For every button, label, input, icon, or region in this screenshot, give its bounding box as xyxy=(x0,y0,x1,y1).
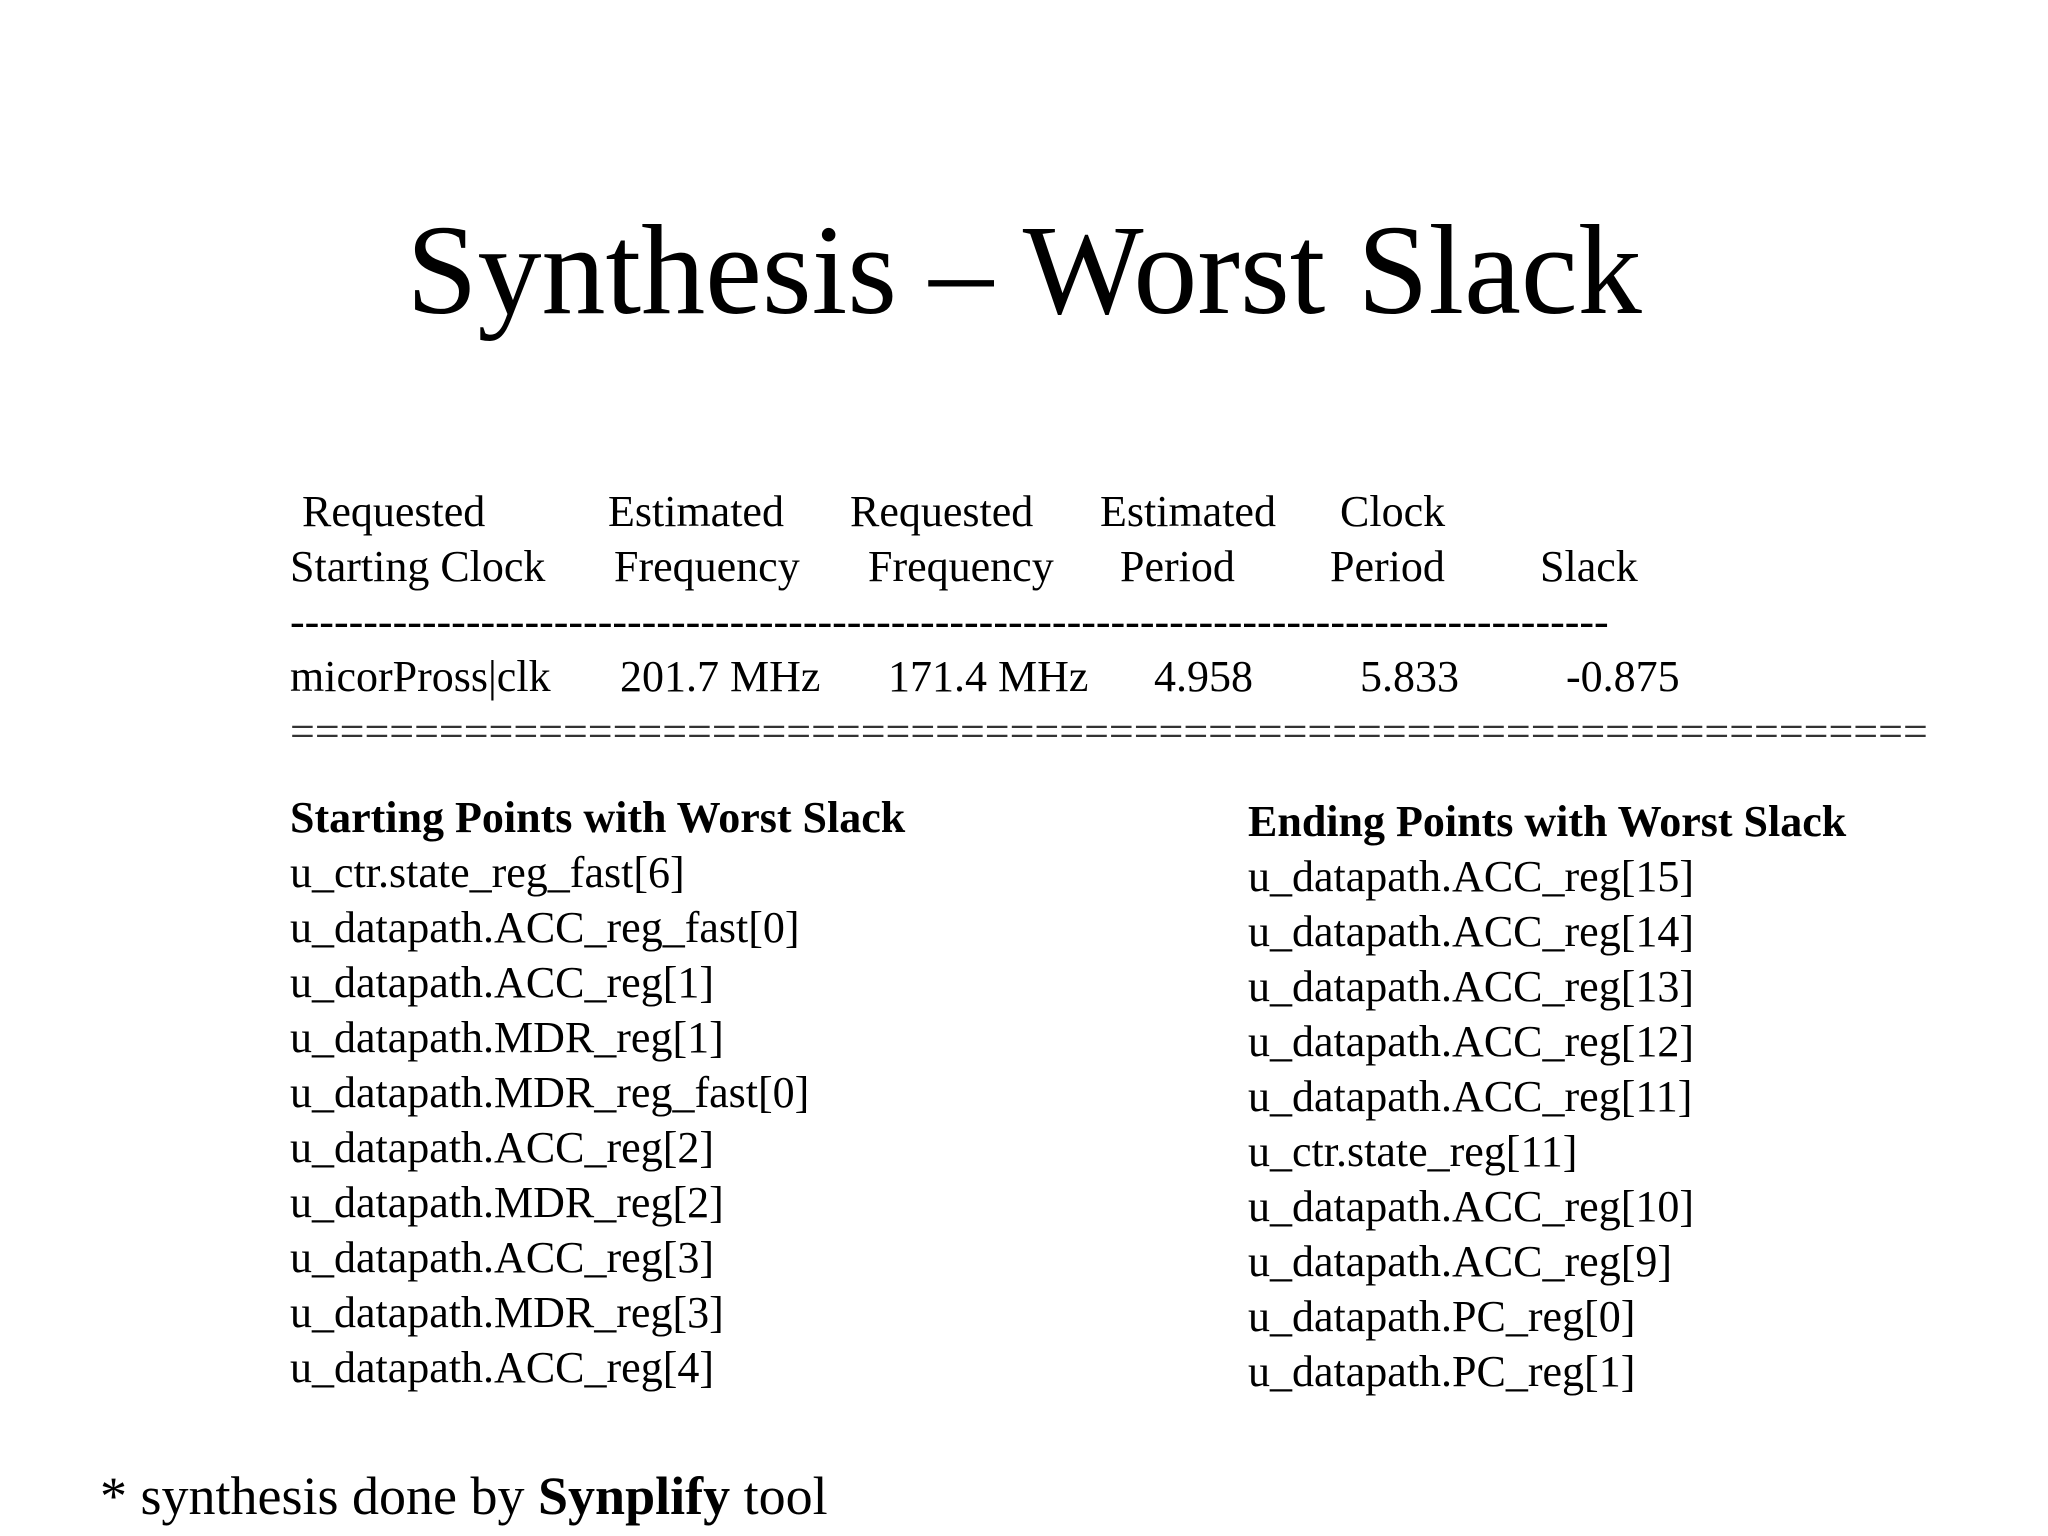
list-item: u_datapath.ACC_reg[1] xyxy=(290,958,714,1007)
list-item: u_datapath.PC_reg[0] xyxy=(1248,1292,1636,1341)
cell-estimated-period: 5.833 xyxy=(1360,652,1459,701)
header-starting-clock: Starting Clock xyxy=(290,542,546,591)
cell-requested-frequency: 201.7 MHz xyxy=(620,652,821,701)
footnote-prefix: * synthesis done by xyxy=(100,1466,538,1526)
header-frequency-2: Frequency xyxy=(868,542,1054,591)
data-row xyxy=(290,649,1740,704)
list-item: u_datapath.ACC_reg[10] xyxy=(1248,1182,1694,1231)
header-clock: Clock xyxy=(1340,487,1446,536)
timing-report xyxy=(290,484,1928,756)
header-requested-2: Requested xyxy=(850,487,1034,536)
header-frequency: Frequency xyxy=(614,542,800,591)
list-item: u_datapath.MDR_reg[2] xyxy=(290,1178,724,1227)
list-item: u_datapath.MDR_reg_fast[0] xyxy=(290,1068,810,1117)
header-row-2 xyxy=(290,539,1740,594)
list-item: u_datapath.ACC_reg[3] xyxy=(290,1233,714,1282)
ending-points-heading: Ending Points with Worst Slack xyxy=(1248,797,1847,846)
list-item: u_ctr.state_reg[11] xyxy=(1248,1127,1578,1176)
list-item: u_datapath.ACC_reg[15] xyxy=(1248,852,1694,901)
cell-requested-period: 4.958 xyxy=(1154,652,1253,701)
list-item: u_datapath.ACC_reg[2] xyxy=(290,1123,714,1172)
dash-divider: ------------------------------------------------------------------------------------------ xyxy=(290,597,1609,646)
list-item: u_datapath.MDR_reg[1] xyxy=(290,1013,724,1062)
cell-starting-clock: micorPross|clk xyxy=(290,652,551,701)
list-item: u_datapath.ACC_reg[12] xyxy=(1248,1017,1694,1066)
list-item: u_ctr.state_reg_fast[6] xyxy=(290,848,685,897)
header-estimated-2: Estimated xyxy=(1100,487,1276,536)
slide-title: Synthesis – Worst Slack xyxy=(406,199,1642,341)
list-item: u_datapath.PC_reg[1] xyxy=(1248,1347,1636,1396)
ending-points-list xyxy=(1248,794,1846,1399)
header-row-1 xyxy=(290,484,1740,539)
cell-estimated-frequency: 171.4 MHz xyxy=(888,652,1089,701)
starting-points-list xyxy=(290,790,905,1395)
list-item: u_datapath.ACC_reg[4] xyxy=(290,1343,714,1392)
header-period-2: Period xyxy=(1330,542,1445,591)
footnote-tool-name: Synplify xyxy=(538,1466,731,1526)
header-period: Period xyxy=(1120,542,1235,591)
header-slack: Slack xyxy=(1540,542,1638,591)
list-item: u_datapath.ACC_reg[11] xyxy=(1248,1072,1693,1121)
footnote-suffix: tool xyxy=(730,1466,828,1526)
equals-divider: ================================================================== xyxy=(290,707,1928,756)
header-requested: Requested xyxy=(302,487,486,536)
header-estimated: Estimated xyxy=(608,487,784,536)
list-item: u_datapath.ACC_reg_fast[0] xyxy=(290,903,800,952)
list-item: u_datapath.ACC_reg[14] xyxy=(1248,907,1694,956)
list-item: u_datapath.ACC_reg[9] xyxy=(1248,1237,1672,1286)
starting-points-heading: Starting Points with Worst Slack xyxy=(290,793,906,842)
list-item: u_datapath.ACC_reg[13] xyxy=(1248,962,1694,1011)
footnote xyxy=(100,1466,828,1526)
cell-slack: -0.875 xyxy=(1566,652,1680,701)
list-item: u_datapath.MDR_reg[3] xyxy=(290,1288,724,1337)
